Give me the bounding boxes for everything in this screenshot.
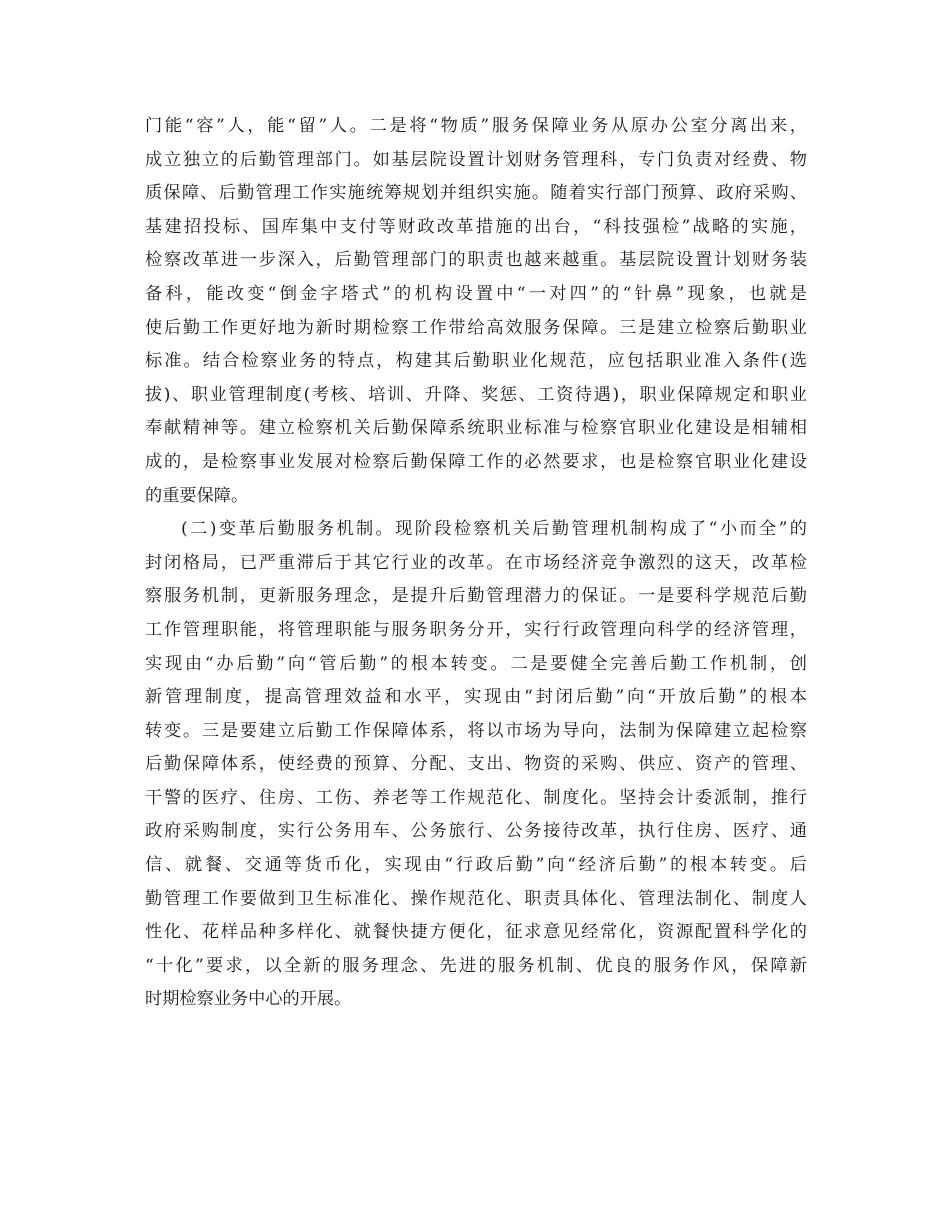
text-line: 检察改革进一步深入，后勤管理部门的职责也越来越重。基层院设置计划财务装 <box>145 250 807 271</box>
text-line: 新管理制度，提高管理效益和水平，实现由“封闭后勤”向“开放后勤”的根本 <box>145 687 807 708</box>
text-line: (二)变革后勤服务机制。现阶段检察机关后勤管理机制构成了“小而全”的 <box>181 519 807 540</box>
text-line: 成的，是检察事业发展对检察后勤保障工作的必然要求，也是检察官职业化建设 <box>145 451 807 472</box>
text-line: 政府采购制度，实行公务用车、公务旅行、公务接待改革，执行住房、医疗、通 <box>145 821 807 842</box>
paragraph-1 <box>145 110 807 513</box>
text-line: 拔)、职业管理制度(考核、培训、升降、奖惩、工资待遇)，职业保障规定和职业 <box>145 384 807 405</box>
text-line: 后勤保障体系，使经费的预算、分配、支出、物资的采购、供应、资产的管理、 <box>145 754 807 775</box>
text-line: 性化、花样品种多样化、就餐快捷方便化，征求意见经常化，资源配置科学化的 <box>145 922 807 943</box>
text-line: 的重要保障。 <box>145 485 249 506</box>
text-line: 转变。三是要建立后勤工作保障体系，将以市场为导向，法制为保障建立起检察 <box>145 720 807 741</box>
text-line: “十化”要求，以全新的服务理念、先进的服务机制、优良的服务作风，保障新 <box>145 955 807 976</box>
text-line: 时期检察业务中心的开展。 <box>145 989 352 1010</box>
text-line: 工作管理职能，将管理职能与服务职务分开，实行行政管理向科学的经济管理， <box>145 619 807 640</box>
text-line: 信、就餐、交通等货币化，实现由“行政后勤”向“经济后勤”的根本转变。后 <box>145 855 807 876</box>
text-line: 实现由“办后勤”向“管后勤”的根本转变。二是要健全完善后勤工作机制，创 <box>145 653 807 674</box>
paragraph-2 <box>145 513 807 1017</box>
text-line: 门能“容”人，能“留”人。二是将“物质”服务保障业务从原办公室分离出来， <box>145 116 807 136</box>
text-line: 质保障、后勤管理工作实施统筹规划并组织实施。随着实行部门预算、政府采购、 <box>145 183 807 204</box>
document-page <box>145 110 807 1017</box>
text-line: 标准。结合检察业务的特点，构建其后勤职业化规范，应包括职业准入条件(选 <box>145 351 807 372</box>
text-line: 奉献精神等。建立检察机关后勤保障系统职业标准与检察官职业化建设是相辅相 <box>145 418 807 439</box>
text-line: 察服务机制，更新服务理念，是提升后勤管理潜力的保证。一是要科学规范后勤 <box>145 586 807 607</box>
text-line: 基建招投标、国库集中支付等财政改革措施的出台，“科技强检”战略的实施， <box>145 216 807 237</box>
text-line: 使后勤工作更好地为新时期检察工作带给高效服务保障。三是建立检察后勤职业 <box>145 317 807 338</box>
text-line: 备科，能改变“倒金字塔式”的机构设置中“一对四”的“针鼻”现象，也就是 <box>145 283 807 304</box>
text-line: 成立独立的后勤管理部门。如基层院设置计划财务管理科，专门负责对经费、物 <box>145 149 807 170</box>
text-line: 封闭格局，已严重滞后于其它行业的改革。在市场经济竞争激烈的这天，改革检 <box>145 552 807 573</box>
text-line: 干警的医疗、住房、工伤、养老等工作规范化、制度化。坚持会计委派制，推行 <box>145 787 807 808</box>
text-line: 勤管理工作要做到卫生标准化、操作规范化、职责具体化、管理法制化、制度人 <box>145 888 807 909</box>
